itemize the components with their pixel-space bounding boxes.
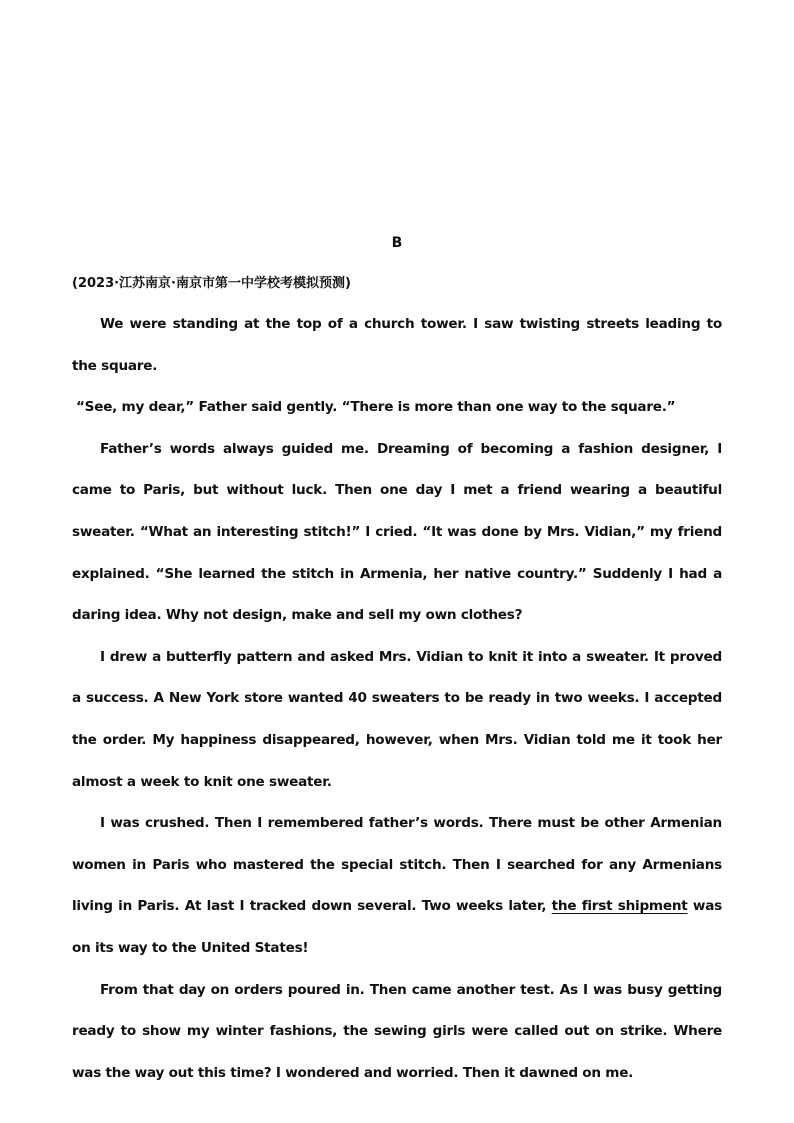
paragraph-5 (72, 803, 722, 969)
paragraph-5-text-before: I was crushed. Then I remembered father’s words. There must be other Armenian women in Paris who mastered the special stitch. Then I searched for any Armenians living in Paris. At last I tracked down several. Two weeks later, (72, 815, 722, 915)
paragraph-6: From that day on orders poured in. Then came another test. As I was busy getting ready to show my winter fashions, the sewing girls were called out on strike. Where was the way out this time? I wondered and worried. Then it dawned on me. (72, 981, 722, 1081)
paragraph-2-dialogue: “See, my dear,” Father said gently. “There is more than one way to the square.” (76, 399, 676, 416)
paragraph-1: We were standing at the top of a church tower. I saw twisting streets leading to the square. (72, 316, 722, 374)
paragraph-5-text-after: was on its way to the United States! (72, 898, 722, 956)
passage-body (72, 304, 722, 1094)
paragraph-4: I drew a butterfly pattern and asked Mrs. Vidian to knit it into a sweater. It proved a success. A New York store wanted 40 sweaters to be ready in two weeks. I accepted the order. My happiness disappeared, however, when Mrs. Vidian told me it took her almost a week to knit one sweater. (72, 648, 722, 790)
section-heading: B (391, 235, 403, 251)
paragraph-3: Father’s words always guided me. Dreaming of becoming a fashion designer, I came to Paris, but without luck. Then one day I met a friend wearing a beautiful sweater. “What an interesting stitch!” I cried. “It was done by Mrs. Vidian,” my friend explained. “She learned the stitch in Armenia, her native country.” Suddenly I had a daring idea. Why not design, make and sell my own clothes? (72, 440, 722, 624)
underlined-phrase: the first shipment (551, 898, 688, 915)
exam-source-label: (2023·江苏南京·南京市第一中学校考模拟预测) (72, 276, 351, 291)
